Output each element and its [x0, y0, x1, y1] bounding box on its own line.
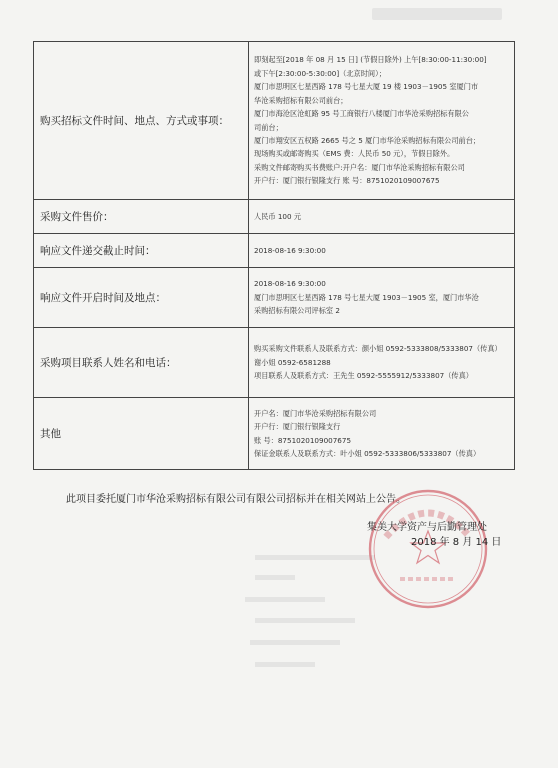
- row-value: [249, 268, 515, 328]
- value-line: 华沧采购招标有限公司前台；: [254, 95, 348, 105]
- value-line: 现场购买或邮寄购买（EMS 费：人民币 50 元），节假日除外。: [254, 149, 455, 159]
- value-line: 2018-08-16 9:30:00: [254, 279, 326, 289]
- table-row: [34, 398, 515, 470]
- table-row: [34, 328, 515, 398]
- row-label: 采购项目联系人姓名和电话：: [34, 328, 249, 398]
- row-value: [249, 398, 515, 470]
- row-value: [249, 42, 515, 200]
- value-line: 账 号：8751020109007675: [254, 435, 352, 445]
- row-label: 购买招标文件时间、地点、方式或事项：: [34, 42, 249, 200]
- table-row: [34, 200, 515, 234]
- issue-date: 2018 年 8 月 14 日: [411, 537, 502, 548]
- procurement-info-table: [33, 41, 515, 470]
- value-line: 谢小姐 0592-6581288: [254, 357, 331, 367]
- value-line: 人民币 100 元: [254, 211, 302, 221]
- value-line: 厦门市思明区七星西路 178 号七星大厦 19 楼 1903－1905 室厦门市: [254, 82, 479, 92]
- announcement-note: 此项目委托厦门市华沧采购招标有限公司有限公司招标并在相关网站上公告。: [66, 494, 406, 505]
- table-row: [34, 268, 515, 328]
- value-line: 即刻起至[2018 年 08 月 15 日] (节假日除外) 上午[8:30:00-11:30:00]: [254, 55, 487, 65]
- value-line: 2018-08-16 9:30:00: [254, 245, 326, 255]
- value-line: 司前台；: [254, 122, 283, 132]
- value-line: 厦门市海沧区沧虹路 95 号工商银行八楼厦门市华沧采购招标有限公: [254, 109, 469, 119]
- value-line: 购买采购文件联系人及联系方式：颜小姐 0592-5333808/5333807（传真）: [254, 344, 502, 354]
- row-value: [249, 328, 515, 398]
- table-row: [34, 42, 515, 200]
- row-label: 响应文件开启时间及地点：: [34, 268, 249, 328]
- row-label: 其他: [34, 398, 249, 470]
- value-line: 开户名：厦门市华沧采购招标有限公司: [254, 408, 377, 418]
- row-label: 采购文件售价：: [34, 200, 249, 234]
- value-line: 项目联系人及联系方式：王先生 0592-5555912/5333807（传真）: [254, 371, 473, 381]
- value-line: 采购文件邮寄购买书费账户:开户名：厦门市华沧采购招标有限公司: [254, 162, 465, 172]
- value-line: 开户行：厦门银行银隆支行: [254, 422, 341, 432]
- value-line: 厦门市翔安区五权路 2665 号之 5 厦门市华沧采购招标有限公司前台；: [254, 135, 481, 145]
- row-label: 响应文件递交截止时间：: [34, 234, 249, 268]
- value-line: 厦门市思明区七星西路 178 号七星大厦 1903－1905 室，厦门市华沧: [254, 292, 479, 302]
- issuing-department: 集美大学资产与后勤管理处: [367, 522, 487, 533]
- official-seal-stamp: [366, 487, 490, 611]
- value-line: 或下午[2:30:00-5:30:00]（北京时间）；: [254, 68, 386, 78]
- value-line: 开户行：厦门银行银隆支行 账 号：8751020109007675: [254, 176, 440, 186]
- row-value: [249, 234, 515, 268]
- value-line: 采购招标有限公司评标室 2: [254, 306, 340, 316]
- row-value: [249, 200, 515, 234]
- value-line: 保证金联系人及联系方式：叶小姐 0592-5333806/5333807（传真）: [254, 448, 481, 458]
- table-row: [34, 234, 515, 268]
